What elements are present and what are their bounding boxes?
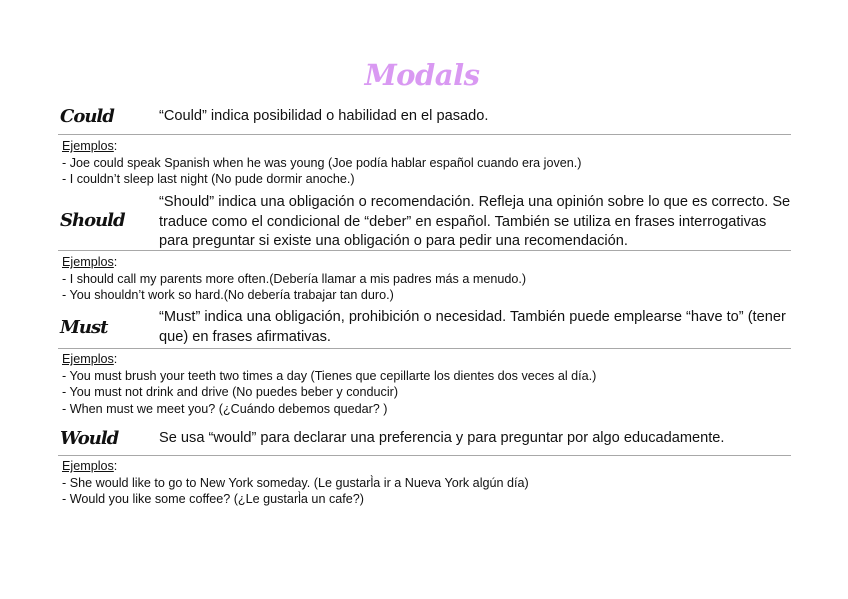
example-line: - Would you like some coffee? (¿Le gustarl̀a un cafe?) — [62, 492, 364, 507]
example-line: - I should call my parents more often.(Debería llamar a mis padres más a menudo.) — [62, 271, 527, 286]
term-must: Must — [60, 317, 108, 338]
term-should: Should — [60, 210, 125, 231]
term-could: Could — [60, 106, 114, 127]
examples-must: Ejemplos: - You must brush your teeth two times a day (Tienes que cepillarte los dientes dos veces al día.) - You must not drink and drive (No puedes beber y conducir) - When must we meet you? (¿Cuándo debemos quedar? ) — [62, 351, 782, 417]
divider — [58, 250, 791, 251]
examples-label: Ejemplos — [62, 255, 114, 269]
example-line: - You shouldn’t work so hard.(No debería trabajar tan duro.) — [62, 288, 394, 303]
definition-must: “Must” indica una obligación, prohibición o necesidad. También puede emplearse “have to” (tener que) en frases afirmativas. — [159, 309, 786, 345]
definition-would: Se usa “would” para declarar una preferencia y para preguntar por algo educadamente. — [159, 430, 725, 446]
examples-label: Ejemplos — [62, 139, 114, 153]
example-line: - You must brush your teeth two times a day (Tienes que cepillarte los dientes dos veces al día.) — [62, 368, 597, 383]
divider — [58, 134, 791, 135]
example-line: - She would like to go to New York someday. (Le gustarl̀a ir a Nueva York algún día) — [62, 475, 529, 490]
page-title: Modals — [364, 58, 480, 92]
examples-should: Ejemplos: - I should call my parents more often.(Debería llamar a mis padres más a menudo.) - You shouldn’t work so hard.(No debería trabajar tan duro.) — [62, 254, 782, 304]
divider — [58, 455, 791, 456]
term-would: Would — [60, 428, 119, 449]
definition-could: “Could” indica posibilidad o habilidad en el pasado. — [159, 108, 489, 124]
example-line: - When must we meet you? (¿Cuándo debemos quedar? ) — [62, 401, 388, 416]
example-line: - Joe could speak Spanish when he was young (Joe podía hablar español cuando era joven.) — [62, 155, 582, 170]
examples-could: Ejemplos: - Joe could speak Spanish when he was young (Joe podía hablar español cuando era joven.) - I couldn’t sleep last night (No pude dormir anoche.) — [62, 138, 782, 188]
examples-label: Ejemplos — [62, 459, 114, 473]
examples-label: Ejemplos — [62, 352, 114, 366]
divider — [58, 348, 791, 349]
definition-should: “Should” indica una obligación o recomendación. Refleja una opinión sobre lo que es correcto. Se traduce como el condicional de “deber” en español. También se utiliza en frases interrogativas para preguntar si existe una obligación o para pedir una recomendación. — [159, 194, 791, 249]
example-line: - You must not drink and drive (No puedes beber y conducir) — [62, 385, 399, 400]
example-line: - I couldn’t sleep last night (No pude dormir anoche.) — [62, 172, 355, 187]
examples-would: Ejemplos: - She would like to go to New York someday. (Le gustarl̀a ir a Nueva York algún día) - Would you like some coffee? (¿Le gustarl̀a un cafe?) — [62, 458, 782, 508]
